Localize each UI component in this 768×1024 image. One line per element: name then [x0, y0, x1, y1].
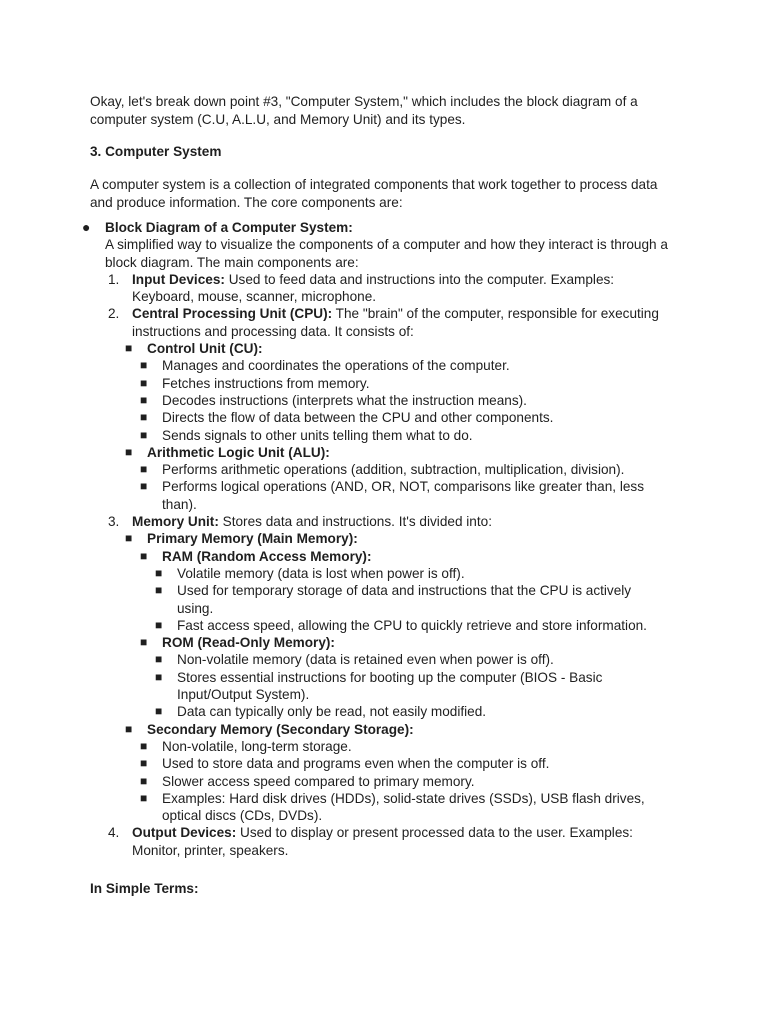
ram-detail-text: Used for temporary storage of data and instructions that the CPU is actively using.	[177, 583, 632, 616]
square-marker: ■	[125, 531, 133, 546]
square-marker: ■	[140, 410, 148, 425]
square-marker: ■	[155, 583, 163, 598]
square-marker: ■	[140, 635, 148, 650]
list-item-cu-detail	[0, 357, 652, 374]
alu-detail-text: Performs logical operations (AND, OR, NOT, comparisons like greater than, less than).	[162, 479, 644, 512]
list-item-ram-detail	[0, 565, 652, 582]
square-marker: ■	[155, 652, 163, 667]
square-marker: ■	[140, 790, 148, 805]
list-item-secondary-detail	[0, 738, 652, 755]
list-item-ram-detail	[0, 582, 652, 617]
cu-detail-text: Sends signals to other units telling them what to do.	[162, 427, 473, 443]
block-diagram-description: A simplified way to visualize the components of a computer and how they interact is through a block diagram. The main components are:	[105, 237, 668, 270]
bullet-marker: ●	[82, 219, 91, 235]
number-marker: 4.	[108, 825, 120, 841]
square-marker: ■	[140, 358, 148, 373]
secondary-detail-text: Examples: Hard disk drives (HDDs), solid-state drives (SSDs), USB flash drives, optical discs (CDs, DVDs).	[162, 790, 645, 824]
square-marker: ■	[155, 669, 163, 684]
number-marker: 2.	[108, 306, 120, 322]
square-marker: ■	[125, 721, 133, 736]
input-devices-title: Input Devices:	[132, 271, 225, 287]
intro-paragraph: Okay, let's break down point #3, "Computer System," which includes the block diagram of a computer system (C.U, A.L.U, and Memory Unit) and its types.	[90, 94, 638, 127]
cu-detail-text: Manages and coordinates the operations of the computer.	[162, 358, 510, 374]
list-item-cpu	[0, 305, 662, 340]
ram-detail-text: Fast access speed, allowing the CPU to quickly retrieve and store information.	[177, 617, 647, 633]
cu-detail-text: Fetches instructions from memory.	[162, 375, 370, 391]
rom-detail-text: Non-volatile memory (data is retained even when power is off).	[177, 652, 554, 668]
square-marker: ■	[155, 565, 163, 580]
list-item-rom-detail	[0, 703, 652, 720]
ram-detail-text: Volatile memory (data is lost when power is off).	[177, 565, 465, 581]
memory-unit-title: Memory Unit:	[132, 514, 219, 530]
cu-detail-text: Decodes instructions (interprets what the instruction means).	[162, 392, 527, 408]
square-marker: ■	[125, 444, 133, 459]
number-marker: 3.	[108, 514, 120, 530]
list-item-rom-detail	[0, 651, 652, 668]
list-item-secondary-memory	[0, 721, 662, 738]
list-item-rom	[0, 634, 652, 651]
control-unit-title: Control Unit (CU):	[147, 341, 263, 357]
block-diagram-list	[0, 219, 768, 859]
input-devices-text: Used to feed data and instructions into the computer. Examples: Keyboard, mouse, scanner, microphone.	[132, 271, 615, 305]
square-marker: ■	[140, 462, 148, 477]
square-marker: ■	[140, 773, 148, 788]
definition-paragraph: A computer system is a collection of integrated components that work together to process data and produce information. The core components are:	[90, 177, 658, 210]
list-item-alu-detail	[0, 461, 652, 478]
simple-terms-heading: In Simple Terms:	[90, 881, 199, 896]
list-item-primary-memory	[0, 530, 662, 547]
list-item-secondary-detail	[0, 790, 652, 825]
square-marker: ■	[125, 341, 133, 356]
square-marker: ■	[140, 479, 148, 494]
cpu-title: Central Processing Unit (CPU):	[132, 306, 333, 322]
rom-detail-text: Data can typically only be read, not easily modified.	[177, 704, 487, 720]
block-diagram-title: Block Diagram of a Computer System:	[105, 220, 353, 235]
list-item-control-unit	[0, 340, 662, 357]
list-item-ram-detail	[0, 617, 652, 634]
rom-detail-text: Stores essential instructions for booting up the computer (BIOS - Basic Input/Output System).	[177, 669, 603, 703]
ram-title: RAM (Random Access Memory):	[162, 548, 372, 564]
memory-unit-text: Stores data and instructions. It's divided into:	[218, 514, 492, 530]
list-item-secondary-detail	[0, 773, 652, 790]
secondary-detail-text: Slower access speed compared to primary memory.	[162, 773, 475, 789]
list-item-alu-detail	[0, 478, 652, 513]
cu-detail-text: Directs the flow of data between the CPU and other components.	[162, 410, 554, 426]
primary-memory-title: Primary Memory (Main Memory):	[147, 531, 358, 547]
list-item-ram	[0, 548, 652, 565]
square-marker: ■	[140, 375, 148, 390]
list-item-cu-detail	[0, 427, 652, 444]
square-marker: ■	[155, 617, 163, 632]
secondary-memory-title: Secondary Memory (Secondary Storage):	[147, 721, 414, 737]
square-marker: ■	[155, 704, 163, 719]
secondary-detail-text: Used to store data and programs even when the computer is off.	[162, 756, 550, 772]
list-item-output-devices	[0, 824, 662, 859]
output-devices-title: Output Devices:	[132, 825, 237, 841]
list-item-memory-unit	[0, 513, 662, 530]
rom-title: ROM (Read-Only Memory):	[162, 635, 335, 651]
list-item-rom-detail	[0, 669, 652, 704]
list-item-cu-detail	[0, 392, 652, 409]
list-item-cu-detail	[0, 409, 652, 426]
list-item-alu	[0, 444, 662, 461]
list-item-input-devices	[0, 271, 662, 306]
section-heading: 3. Computer System	[90, 144, 222, 159]
output-devices-text: Used to display or present processed data to the user. Examples: Monitor, printer, speakers.	[132, 825, 633, 858]
alu-title: Arithmetic Logic Unit (ALU):	[147, 444, 330, 460]
square-marker: ■	[140, 392, 148, 407]
secondary-detail-text: Non-volatile, long-term storage.	[162, 738, 352, 754]
list-item-block-diagram	[0, 219, 680, 236]
number-marker: 1.	[108, 271, 120, 287]
square-marker: ■	[140, 427, 148, 442]
square-marker: ■	[140, 756, 148, 771]
list-item-secondary-detail	[0, 755, 652, 772]
alu-detail-text: Performs arithmetic operations (addition, subtraction, multiplication, division).	[162, 462, 625, 478]
cpu-text: The "brain" of the computer, responsible for executing instructions and processing data. It consists of:	[132, 306, 659, 339]
list-item-cu-detail	[0, 375, 652, 392]
square-marker: ■	[140, 738, 148, 753]
square-marker: ■	[140, 548, 148, 563]
